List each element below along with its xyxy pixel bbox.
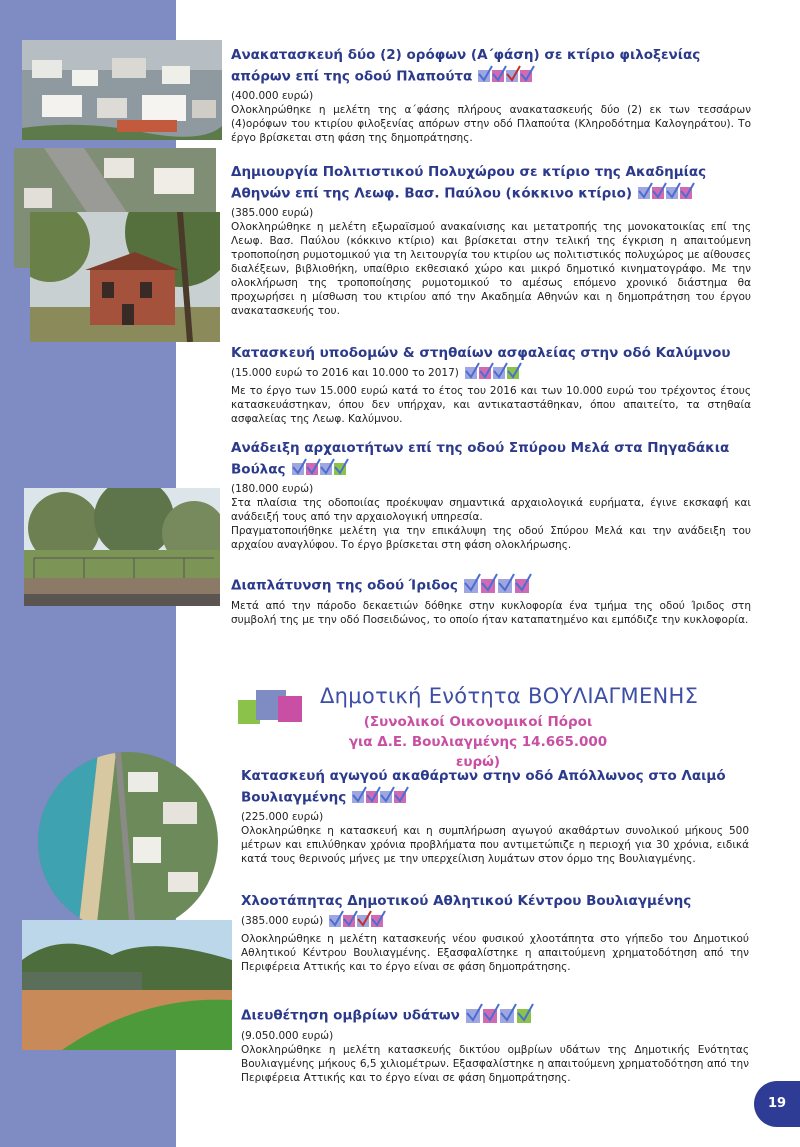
check-squares-icon xyxy=(463,362,525,384)
project-cost: (400.000 ευρώ) xyxy=(231,90,314,102)
project-description: Ολοκληρώθηκε η μελέτη εξωραϊσμού ανακαίνισης και μετατροπής της μονοκατοικίας επί της Λεωφ. Βασ. Παύλου (κόκκινο κτίριο) και βρίσκεται στην τελική της έγκριση η απαιτούμενη τροποποίηση ρυμοτομικού για τη λειτουργία του κτιρίου ως πολιτιστικός πολυχώρος με αίθουσες διαλέξεων, βιβλιοθήκη, υπαίθριο εκθεσιακό χώρο και μικρό δημοτικό κινηματογράφο. Με την ολοκλήρωση της τροποποίησης ρυμοτομικού το αμέσως επόμενο χρονικό διάστημα θα προχωρήσει η μίσθωση του κτιρίου από την Ακαδημία Αθηνών και η δημοπράτηση του έργου ανακατασκευής του. xyxy=(231,221,751,317)
archaeology-site-photo xyxy=(24,488,220,606)
check-squares-icon xyxy=(462,572,538,599)
project-title: Ανακατασκευή δύο (2) ορόφων (Α΄φάση) σε κτίριο φιλοξενίας απόρων επί της οδού Πλαπούτα xyxy=(231,47,751,89)
project-section xyxy=(231,440,751,552)
football-field-photo xyxy=(22,920,232,1050)
project-section xyxy=(231,572,751,627)
project-cost: (225.000 ευρώ) xyxy=(241,811,324,823)
project-description: Ολοκληρώθηκε η μελέτη κατασκευής νέου φυσικού χλοοτάπητα στο γήπεδο του Δημοτικού Αθλητικού Κέντρου Βουλιαγμένης. Εξασφαλίστηκε η απαιτούμενη χρηματοδότηση από την Περιφέρεια Αττικής και το έργο είναι σε φάση δημοπράτησης. xyxy=(241,933,749,973)
check-squares-icon xyxy=(350,785,412,810)
project-cost: (385.000 ευρώ) xyxy=(231,207,314,219)
project-description: Ολοκληρώθηκε η μελέτη κατασκευής δικτύου ομβρίων υδάτων της Δημοτικής Ενότητας Βουλιαγμένης μήκους 6,5 χιλιομέτρων. Εξασφαλίστηκε η απαιτούμενη χρηματοδότηση από την Περιφέρεια Αττικής και το έργο είναι σε φάση δημοπράτησης. xyxy=(241,1044,749,1084)
project-description: Ολοκληρώθηκε η μελέτη της α΄φάσης πλήρους ανακατασκευής δύο (2) εκ των τεσσάρων (4)ορόφων του κτιρίου φιλοξενίας απόρων στην οδό Πλαπούτα (Κληροδότημα Καλογηράτου). Το έργο βρίσκεται στη φάση της δημοπράτησης. xyxy=(231,104,751,144)
project-title: Χλοοτάπητας Δημοτικού Αθλητικού Κέντρου Βουλιαγμένης xyxy=(241,893,692,909)
check-squares-icon xyxy=(290,457,352,482)
check-squares-icon xyxy=(636,181,698,206)
project-cost: (15.000 ευρώ το 2016 και 10.000 το 2017) xyxy=(231,362,751,384)
aerial-city-photo xyxy=(22,40,222,140)
check-squares-icon xyxy=(464,1002,540,1029)
project-description: Μετά από την πάροδο δεκαετιών δόθηκε στην κυκλοφορία ένα τμήμα της οδού Ίριδος στη συμβολή της με την οδό Ποσειδώνος, το οποίο ήταν καταπατημένο και εμπόδιζε την κυκλοφορία. xyxy=(231,600,751,626)
project-title: Κατασκευή αγωγού ακαθάρτων στην οδό Απόλλωνος στο Λαιμό Βουλιαγμένης xyxy=(241,768,749,810)
project-section xyxy=(231,164,751,318)
project-title: Διευθέτηση ομβρίων υδάτων xyxy=(241,1002,749,1029)
area-title: Δημοτική Ενότητα ΒΟΥΛΙΑΓΜΕΝΗΣ xyxy=(320,684,699,708)
project-cost: (180.000 ευρώ) xyxy=(231,483,314,495)
project-title: Διαπλάτυνση της οδού Ίριδος xyxy=(231,572,751,599)
page-number: 19 xyxy=(754,1081,800,1127)
project-description: Στα πλαίσια της οδοποιίας προέκυψαν σημαντικά αρχαιολογικά ευρήματα, έγινε εκσκαφή και ανάδειξή τους από την αρχαιολογική υπηρεσία. Πραγματοποιήθηκε μελέτη για την επικάλυψη της οδού Σπύρου Μελά και την ανάδειξη του αρχαίου αναγλύφου. Το έργο βρίσκεται στη φάση ολοκλήρωσης. xyxy=(231,497,751,551)
check-squares-icon xyxy=(327,910,389,932)
coastal-aerial-photo xyxy=(38,752,218,932)
project-title: Κατασκευή υποδομών & στηθαίων ασφαλείας στην οδό Καλύμνου xyxy=(231,345,731,361)
project-section xyxy=(241,893,749,974)
project-section xyxy=(231,47,751,145)
project-section xyxy=(241,768,749,866)
area-logo-icon xyxy=(238,686,318,728)
red-building-photo xyxy=(30,212,220,342)
project-description: Ολοκληρώθηκε η κατασκευή και η συμπλήρωση αγωγού ακαθάρτων συνολικού μήκους 500 μέτρων και επιλύθηκαν χρόνια προβλήματα που αντιμετώπιζε η περιοχή για 30 χρόνια, ειδικά κατά τους θερινούς μήνες με την υπερχείλιση λυμάτων στον όρμο της Βουλιαγμένης. xyxy=(241,825,749,865)
project-description: Με το έργο των 15.000 ευρώ κατά το έτος του 2016 και των 10.000 ευρώ του τρέχοντος έτους κατασκευάστηκαν, όπου δεν υπήρχαν, και αντικαταστάθηκαν, όπου απαιτείτο, τα στηθαία ασφαλείας της Λεωφ. Καλύμνου. xyxy=(231,385,751,425)
project-cost: (385.000 ευρώ) xyxy=(241,910,749,932)
project-cost: (9.050.000 ευρώ) xyxy=(241,1030,334,1042)
check-squares-icon xyxy=(476,64,538,89)
project-section xyxy=(231,345,751,426)
area-subtitle: (Συνολικοί Οικονομικοί Πόροι για Δ.Ε. Βουλιαγμένης 14.665.000 ευρώ) xyxy=(348,714,608,770)
project-section xyxy=(241,1002,749,1085)
project-title: Δημιουργία Πολιτιστικού Πολυχώρου σε κτίριο της Ακαδημίας Αθηνών επί της Λεωφ. Βασ. Παύλου (κόκκινο κτίριο) xyxy=(231,164,751,206)
project-title: Ανάδειξη αρχαιοτήτων επί της οδού Σπύρου Μελά στα Πηγαδάκια Βούλας xyxy=(231,440,751,482)
